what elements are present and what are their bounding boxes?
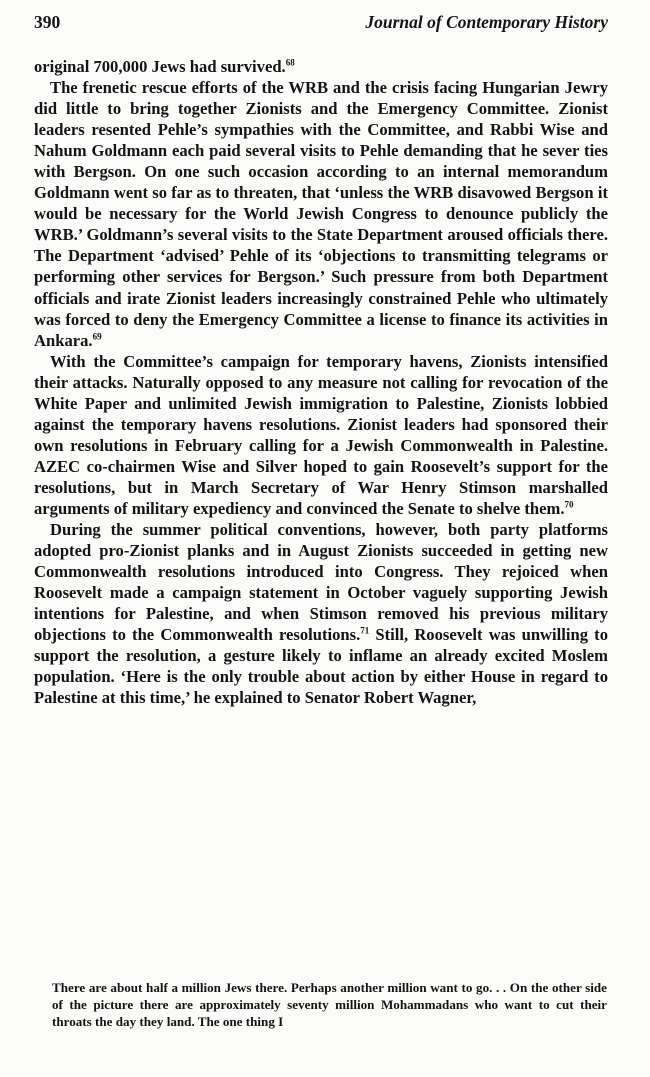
paragraph-1 [34, 56, 608, 77]
paragraph-text: Still, Roosevelt was unwilling to support the resolution, a gesture likely to inflame an already excited Moslem population. ‘Here is the only trouble about action by either House in regard to Palestine at this time,’ he explained to Senator Robert Wagner, [34, 625, 608, 708]
paragraph-text: original 700,000 Jews had survived. [34, 57, 286, 76]
block-quote [52, 979, 607, 1031]
footnote-marker: 70 [564, 499, 574, 510]
quote-text: There are about half a million Jews there. Perhaps another million want to go. . . On the other side of the picture there are approximately seventy million Mohammadans who want to cut their throats the day they land. The one thing I [52, 980, 607, 1030]
body-text [34, 56, 608, 708]
paragraph-3 [34, 351, 608, 519]
page-header [34, 12, 608, 36]
paragraph-text: The frenetic rescue efforts of the WRB and the crisis facing Hungarian Jewry did little to bring together Zionists and the Emergency Committee. Zionist leaders resented Pehle’s sympathies with the Committee, and Rabbi Wise and Nahum Goldmann each paid several visits to Pehle demanding that he sever ties with Bergson. On one such occasion according to an internal memorandum Goldmann went so far as to threaten, that ‘unless the WRB disavowed Bergson it would be necessary for the World Jewish Congress to denounce publicly the WRB.’ Goldmann’s several visits to the State Department aroused officials there. The Department ‘advised’ Pehle of its ‘objections to transmitting telegrams or performing other services for Bergson.’ Such pressure from both Department officials and irate Zionist leaders increasingly constrained Pehle who ultimately was forced to deny the Emergency Committee a license to finance its activities in Ankara. [34, 78, 608, 350]
journal-title: Journal of Contemporary History [365, 12, 608, 32]
footnote-marker: 69 [92, 331, 102, 342]
footnote-marker: 71 [360, 625, 370, 636]
page-number: 390 [34, 12, 61, 32]
paragraph-text: During the summer political conventions, however, both party platforms adopted pro-Zionist planks and in August Zionists succeeded in getting new Commonwealth resolutions introduced into Congress. They rejoiced when Roosevelt made a campaign statement in October vaguely supporting Jewish intentions for Palestine, and when Stimson removed his previous military objections to the Commonwealth resolutions. [34, 520, 608, 645]
paragraph-2 [34, 77, 608, 351]
paragraph-text: With the Committee’s campaign for temporary havens, Zionists intensified their attacks. Naturally opposed to any measure not calling for revocation of the White Paper and unlimited Jewish immigration to Palestine, Zionists lobbied against the temporary havens resolutions. Zionist leaders had sponsored their own resolutions in February calling for a Jewish Commonwealth in Palestine. AZEC co-chairmen Wise and Silver hoped to gain Roosevelt’s support for the resolutions, but in March Secretary of War Henry Stimson marshalled arguments of military expediency and convinced the Senate to shelve them. [34, 351, 608, 518]
footnote-marker: 68 [285, 57, 295, 68]
paragraph-4 [34, 519, 608, 708]
